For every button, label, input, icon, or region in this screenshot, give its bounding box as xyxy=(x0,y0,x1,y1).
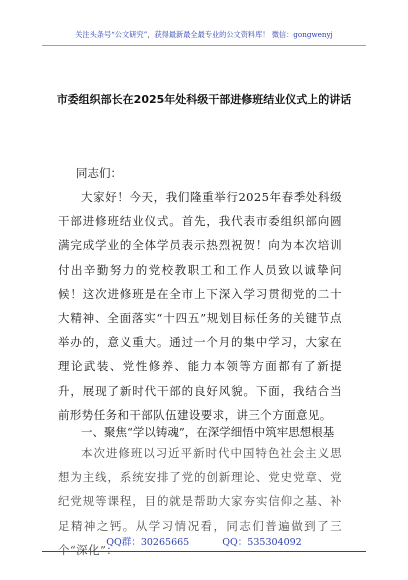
body-paragraph-opening: 大家好！今天，我们隆重举行2025年春季处科级干部进修班结业仪式。首先，我代表市委组织部向圆满完成学业的全体学员表示热烈祝贺！向为本次培训付出辛勤努力的党校教职工和工作人员致以诚挚问候！这次进修班是在全市上下深入学习贯彻党的二十大精神、全面落实“十四五”规划目标任务的关键节点举办的，意义重大。通过一个月的集中学习，大家在理论武装、党性修养、能力本领等方面都有了新提升，展现了新时代干部的良好风貌。下面，我结合当前形势任务和干部队伍建设要求，讲三个方面意见。 xyxy=(58,190,342,422)
footer-divider xyxy=(42,551,366,552)
header-divider xyxy=(42,45,366,46)
footer-qq-number: QQ：535304092 xyxy=(222,537,302,548)
footer-contacts xyxy=(0,534,408,548)
body-paragraph-section-one: 本次进修班以习近平新时代中国特色社会主义思想为主线，系统安排了党的创新理论、党史党章、党纪党规等课程，目的就是帮助大家夯实信仰之基、补足精神之钙。从学习情况看，同志们普遍做到了三个“深化”： xyxy=(58,446,342,557)
document-title: 市委组织部长在2025年处科级干部进修班结业仪式上的讲话 xyxy=(56,93,352,106)
section-heading: 一、聚焦“学以铸魂”，在深学细悟中筑牢思想根基 xyxy=(81,425,335,439)
header-promo-text: 关注头条号“公文研究”，获得最新最全最专业的公文资料库！ 微信：gongwenyj xyxy=(75,30,333,39)
footer-qq-group: QQ群：30265665 xyxy=(106,537,190,548)
greeting: 同志们： xyxy=(76,166,122,180)
